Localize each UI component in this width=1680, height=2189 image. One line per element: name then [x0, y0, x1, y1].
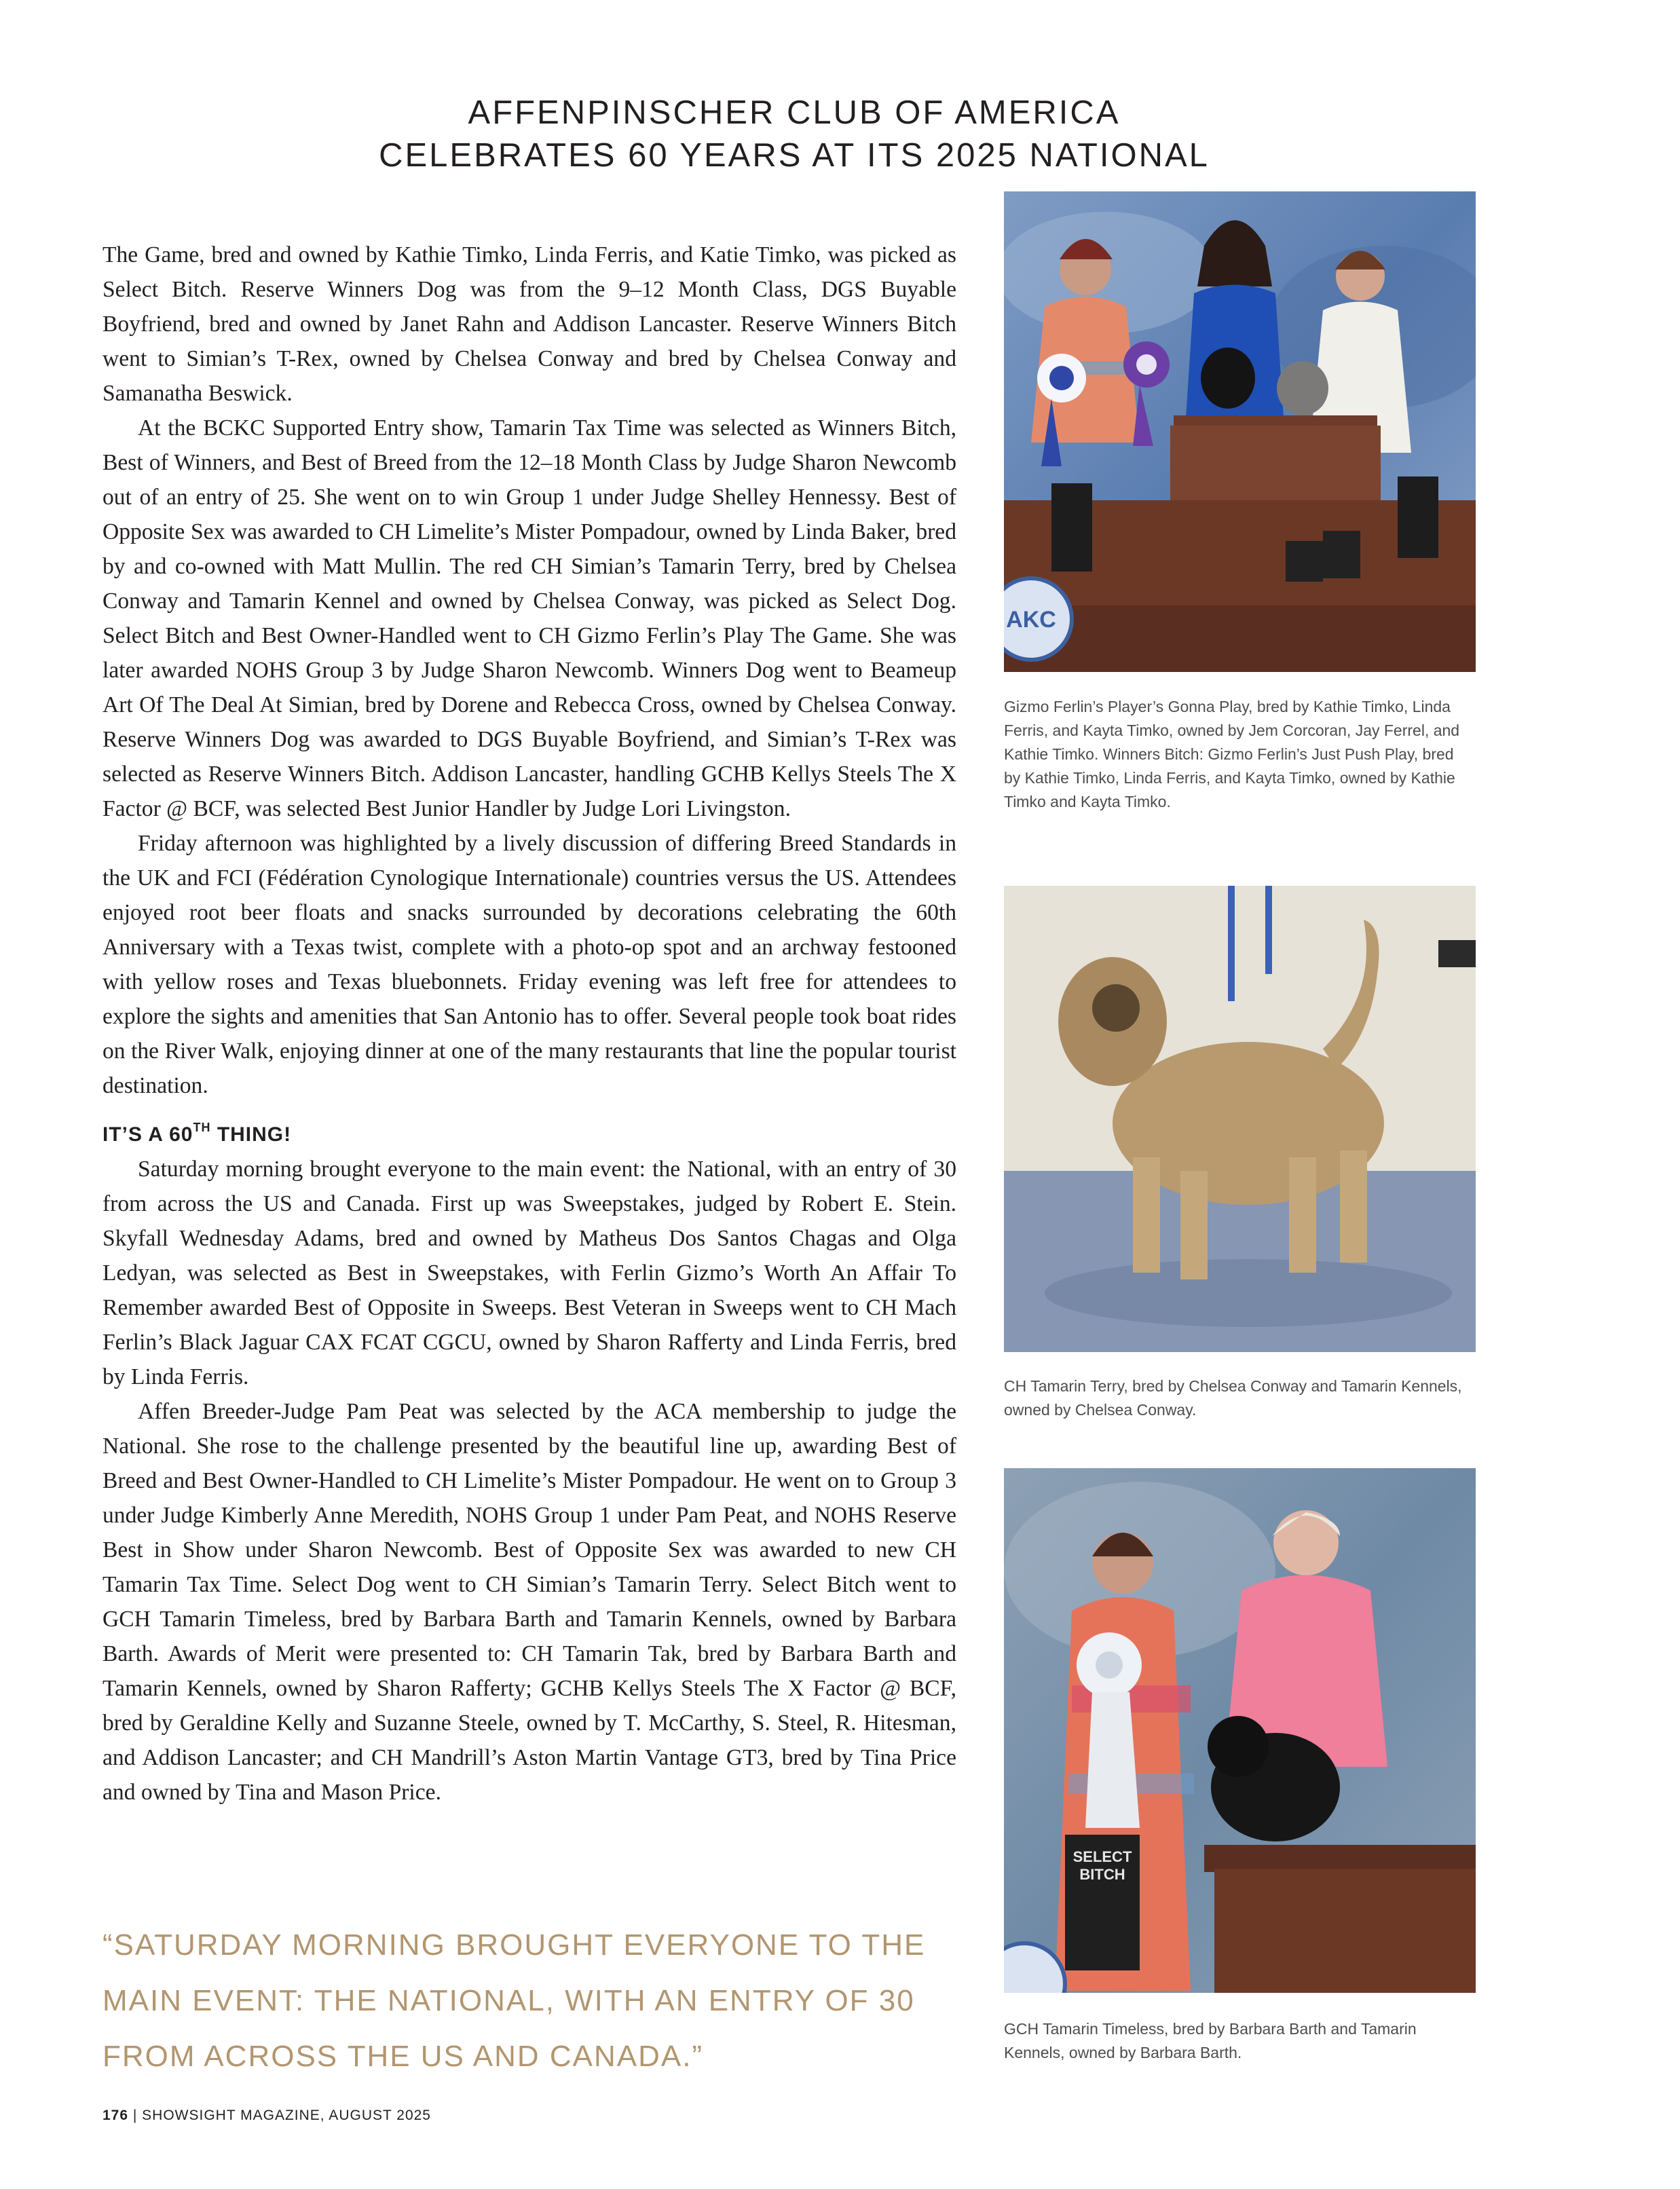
footer-separator: | — [128, 2108, 143, 2123]
photo-caption-3: GCH Tamarin Timeless, bred by Barbara Barth and Tamarin Kennels, owned by Barbara Barth. — [1004, 2020, 1417, 2061]
subheading-text: IT’S A 60 — [102, 1123, 193, 1146]
article-title — [0, 92, 1588, 177]
paragraph-4: Saturday morning brought everyone to the main event: the National, with an entry of 30 from across the US and Canada. First up was Sweepstakes, judged by Robert E. Stein. Skyfall Wednesday Adams, bred and owned by Matheus Dos Santos Chagas and Olga Ledyan, was selected as Best in Sweepstakes, with Ferlin Gizmo’s Worth An Affair To Remember awarded Best of Opposite in Sweeps. Best Veteran in Sweeps went to CH Mach Ferlin’s Black Jaguar CAX FCAT CGCU, owned by Sharon Rafferty and Linda Ferris, bred by Linda Ferris. — [102, 1157, 956, 1389]
photo-winners-podium — [1004, 191, 1476, 672]
paragraph-2: At the BCKC Supported Entry show, Tamarin Tax Time was selected as Winners Bitch, Best of Winners, and Best of Breed from the 12–18 Month Class by Judge Sharon Newcomb out of an entry of 25. She went on to win Group 1 under Judge Shelley Hennessy. Best of Opposite Sex was awarded to CH Limelite’s Mister Pompadour, owned by Linda Baker, bred by and co-owned with Matt Mullin. The red CH Simian’s Tamarin Terry, bred by Chelsea Conway and Tamarin Kennel and owned by Chelsea Conway, was picked as Select Dog. Select Bitch and Best Owner-Handled went to CH Gizmo Ferlin’s Play The Game. She was later awarded NOHS Group 3 by Judge Sharon Newcomb. Winners Dog went to Beameup Art Of The Deal At Simian, bred by Dorene and Rebecca Cross, owned by Chelsea Conway. Reserve Winners Dog was awarded to DGS Buyable Boyfriend, and Simian’s T-Rex was selected as Reserve Winners Bitch. Addison Lancaster, handling GCHB Kellys Steels The X Factor @ BCF, was selected Best Junior Handler by Judge Lori Livingston. — [102, 415, 956, 821]
publication-name: SHOWSIGHT MAGAZINE, AUGUST 2025 — [142, 2108, 431, 2123]
photo-select-bitch — [1004, 1468, 1476, 1993]
page-footer — [102, 2108, 431, 2124]
akc-seal-text: AKC — [1006, 607, 1056, 633]
paragraph-3: Friday afternoon was highlighted by a lively discussion of differing Breed Standards in the UK and FCI (Fédération Cynologique Internationale) countries versus the US. Attendees enjoyed root beer floats and snacks surrounded by decorations celebrating the 60th Anniversary with a Texas twist, complete with a photo-op spot and an archway festooned with yellow roses and Texas bluebonnets. Friday evening was left free for attendees to explore the sights and amenities that San Antonio has to offer. Several people took boat rides on the River Walk, enjoying dinner at one of the many restaurants that line the popular tourist destination. — [102, 831, 956, 1098]
select-sign-line-2: BITCH — [1079, 1866, 1125, 1883]
paragraph-5: Affen Breeder-Judge Pam Peat was selected by the ACA membership to judge the National. She rose to the challenge presented by the beautiful line up, awarding Best of Breed and Best Owner-Handled to CH Limelite’s Mister Pompadour. He went on to Group 3 under Judge Kimberly Anne Meredith, NOHS Group 1 under Pam Peat, and NOHS Reserve Best in Show under Sharon Newcomb. Best of Opposite Sex was awarded to new CH Tamarin Tax Time. Select Dog went to CH Simian’s Tamarin Terry. Select Bitch went to GCH Tamarin Timeless, bred by Barbara Barth and Tamarin Kennels, owned by Barbara Barth. Awards of Merit were presented to: CH Tamarin Tak, bred by Barbara Barth and Tamarin Kennels, owned by Sharon Rafferty; GCHB Kellys Steels The X Factor @ BCF, bred by Geraldine Kelly and Suzanne Steele, owned by T. McCarthy, S. Steel, R. Hitesman, and Addison Lancaster; and CH Mandrill’s Aston Martin Vantage GT3, bred by Tina Price and owned by Tina and Mason Price. — [102, 1399, 956, 1805]
photo-caption-1: Gizmo Ferlin’s Player’s Gonna Play, bred by Kathie Timko, Linda Ferris, and Kayta Timko, owned by Jem Corcoran, Jay Ferrel, and Kathie Timko. Winners Bitch: Gizmo Ferlin’s Just Push Play, bred by Kathie Timko, Linda Ferris, and Kayta Timko, owned by Kathie Timko and Kayta Timko. — [1004, 698, 1460, 810]
subheading-text-end: THING! — [210, 1123, 292, 1146]
section-subheading — [102, 1117, 956, 1152]
paragraph-1: The Game, bred and owned by Kathie Timko, Linda Ferris, and Katie Timko, was picked as Select Bitch. Reserve Winners Dog was from the 9–12 Month Class, DGS Buyable Boyfriend, bred and owned by Janet Rahn and Addison Lancaster. Reserve Winners Bitch went to Simian’s T-Rex, owned by Chelsea Conway and bred by Chelsea Conway and Samanatha Beswick. — [102, 242, 956, 406]
subheading-superscript: TH — [193, 1121, 211, 1134]
page-number: 176 — [102, 2108, 129, 2123]
select-sign-line-1: SELECT — [1072, 1848, 1132, 1865]
photo-caption-2: CH Tamarin Terry, bred by Chelsea Conway and Tamarin Kennels, owned by Chelsea Conway. — [1004, 1377, 1462, 1419]
article-title-line-2: CELEBRATES 60 YEARS AT ITS 2025 NATIONAL — [379, 137, 1210, 174]
article-title-line-1: AFFENPINSCHER CLUB OF AMERICA — [468, 94, 1121, 131]
photo-standing-dog — [1004, 886, 1476, 1352]
pull-quote: “SATURDAY MORNING BROUGHT EVERYONE TO THE MAIN EVENT: THE NATIONAL, WITH AN ENTRY OF 30 FROM ACROSS THE US AND CANADA.” — [102, 1928, 926, 2073]
article-body — [102, 238, 956, 1810]
